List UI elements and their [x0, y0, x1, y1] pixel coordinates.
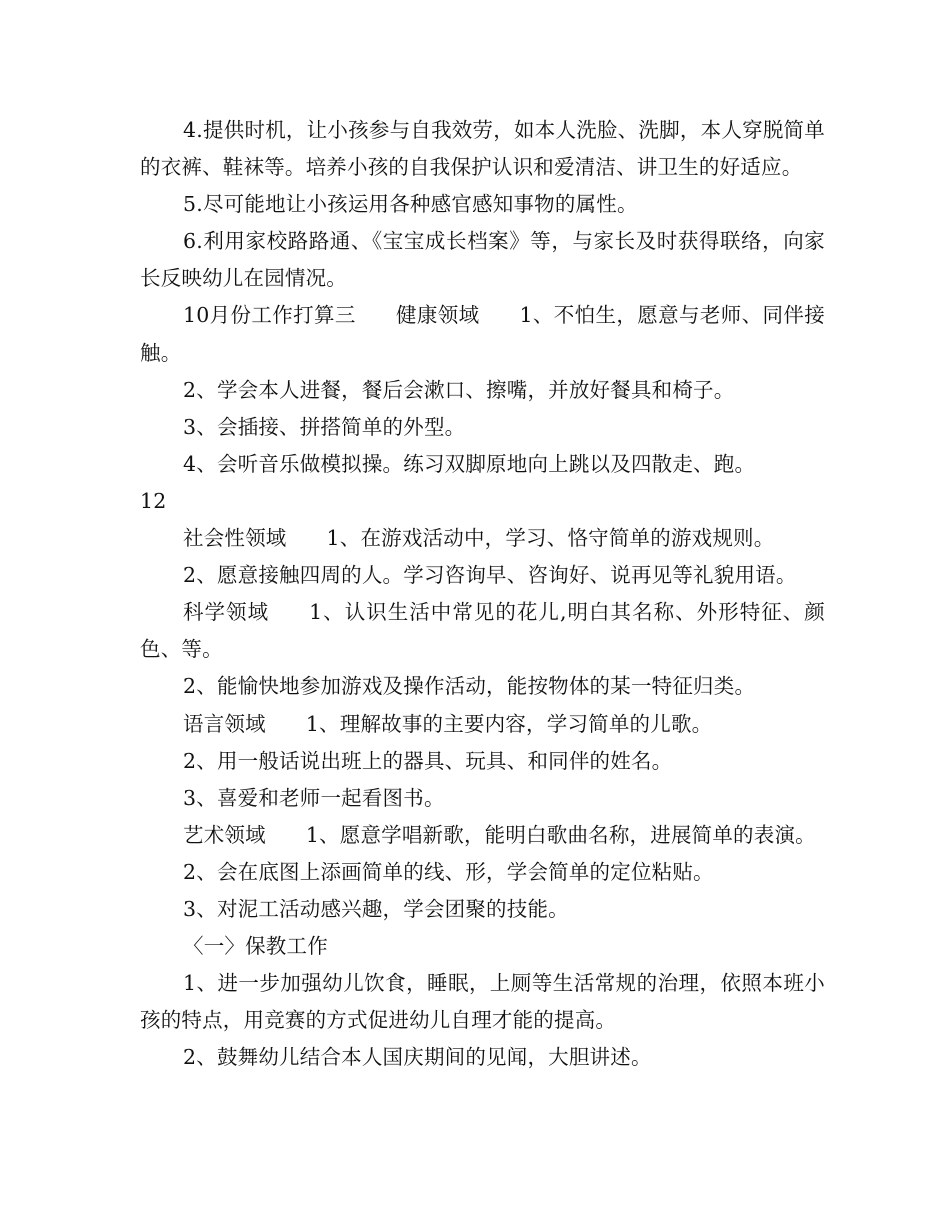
paragraph-health-item-2: 2、学会本人进餐，餐后会漱口、擦嘴，并放好餐具和椅子。 [183, 377, 735, 402]
paragraph-self-service: 4.提供时机，让小孩参与自我效劳，如本人洗脸、洗脚，本人穿脱简单的衣裤、鞋袜等。培养小孩的自我保护认识和爱清洁、讲卫生的好适应。 [140, 118, 825, 180]
paragraph-science-domain [140, 594, 825, 668]
paragraph-science-item-2: 2、能愉快地参加游戏及操作活动，能按物体的某一特征归类。 [183, 674, 756, 699]
health-item-1: 1、不怕生，愿意与老师、同伴接触。 [140, 303, 825, 365]
paragraph-home-school: 6.利用家校路路通、《宝宝成长档案》等，与家长及时获得联络，向家长反映幼儿在园情况。 [140, 229, 825, 291]
science-item-1: 1、认识生活中常见的花儿,明白其名称、外形特征、颜色、等。 [140, 600, 825, 662]
section-heading-care-education: 〈一〉保教工作 [183, 934, 328, 959]
paragraph-health-item-4: 4、会听音乐做模拟操。练习双脚原地向上跳以及四散走、跑。 [183, 451, 756, 476]
language-item-1: 1、理解故事的主要内容，学习简单的儿歌。 [305, 711, 713, 736]
paragraph-care-item-2: 2、鼓舞幼儿结合本人国庆期间的见闻，大胆讲述。 [183, 1045, 652, 1070]
paragraph-art-domain [140, 817, 825, 854]
paragraph-health-item-3: 3、会插接、拼搭简单的外型。 [183, 414, 466, 439]
paragraph-language-domain [140, 706, 825, 743]
paragraph-language-item-2: 2、用一般话说出班上的器具、玩具、和同伴的姓名。 [183, 748, 673, 773]
paragraph-language-item-3: 3、喜爱和老师一起看图书。 [183, 785, 445, 810]
page-number-marker: 12 [140, 488, 167, 513]
language-domain-label: 语言领域 [183, 711, 266, 736]
science-domain-label: 科学领域 [183, 600, 270, 625]
social-item-1: 1、在游戏活动中，学习、恪守简单的游戏规则。 [326, 526, 775, 551]
paragraph-social-item-2: 2、愿意接触四周的人。学习咨询早、咨询好、说再见等礼貌用语。 [183, 563, 797, 588]
paragraph-art-item-2: 2、会在底图上添画简单的线、形，学会简单的定位粘贴。 [183, 859, 714, 884]
paragraph-social-domain [140, 520, 825, 557]
paragraph-care-item-1: 1、进一步加强幼儿饮食，睡眠，上厕等生活常规的治理，依照本班小孩的特点，用竞赛的方式促进幼儿自理才能的提高。 [140, 971, 825, 1033]
social-domain-label: 社会性领域 [183, 526, 287, 551]
document-body [140, 112, 825, 1076]
october-plan-heading: 10月份工作打算三 [183, 303, 356, 328]
paragraph-senses: 5.尽可能地让小孩运用各种感官感知事物的属性。 [183, 192, 638, 217]
paragraph-october-plan-health [140, 297, 825, 371]
paragraph-art-item-3: 3、对泥工活动感兴趣，学会团聚的技能。 [183, 896, 569, 921]
art-domain-label: 艺术领域 [183, 822, 266, 847]
health-domain-label: 健康领域 [395, 303, 480, 328]
art-item-1: 1、愿意学唱新歌，能明白歌曲名称，进展简单的表演。 [305, 822, 816, 847]
